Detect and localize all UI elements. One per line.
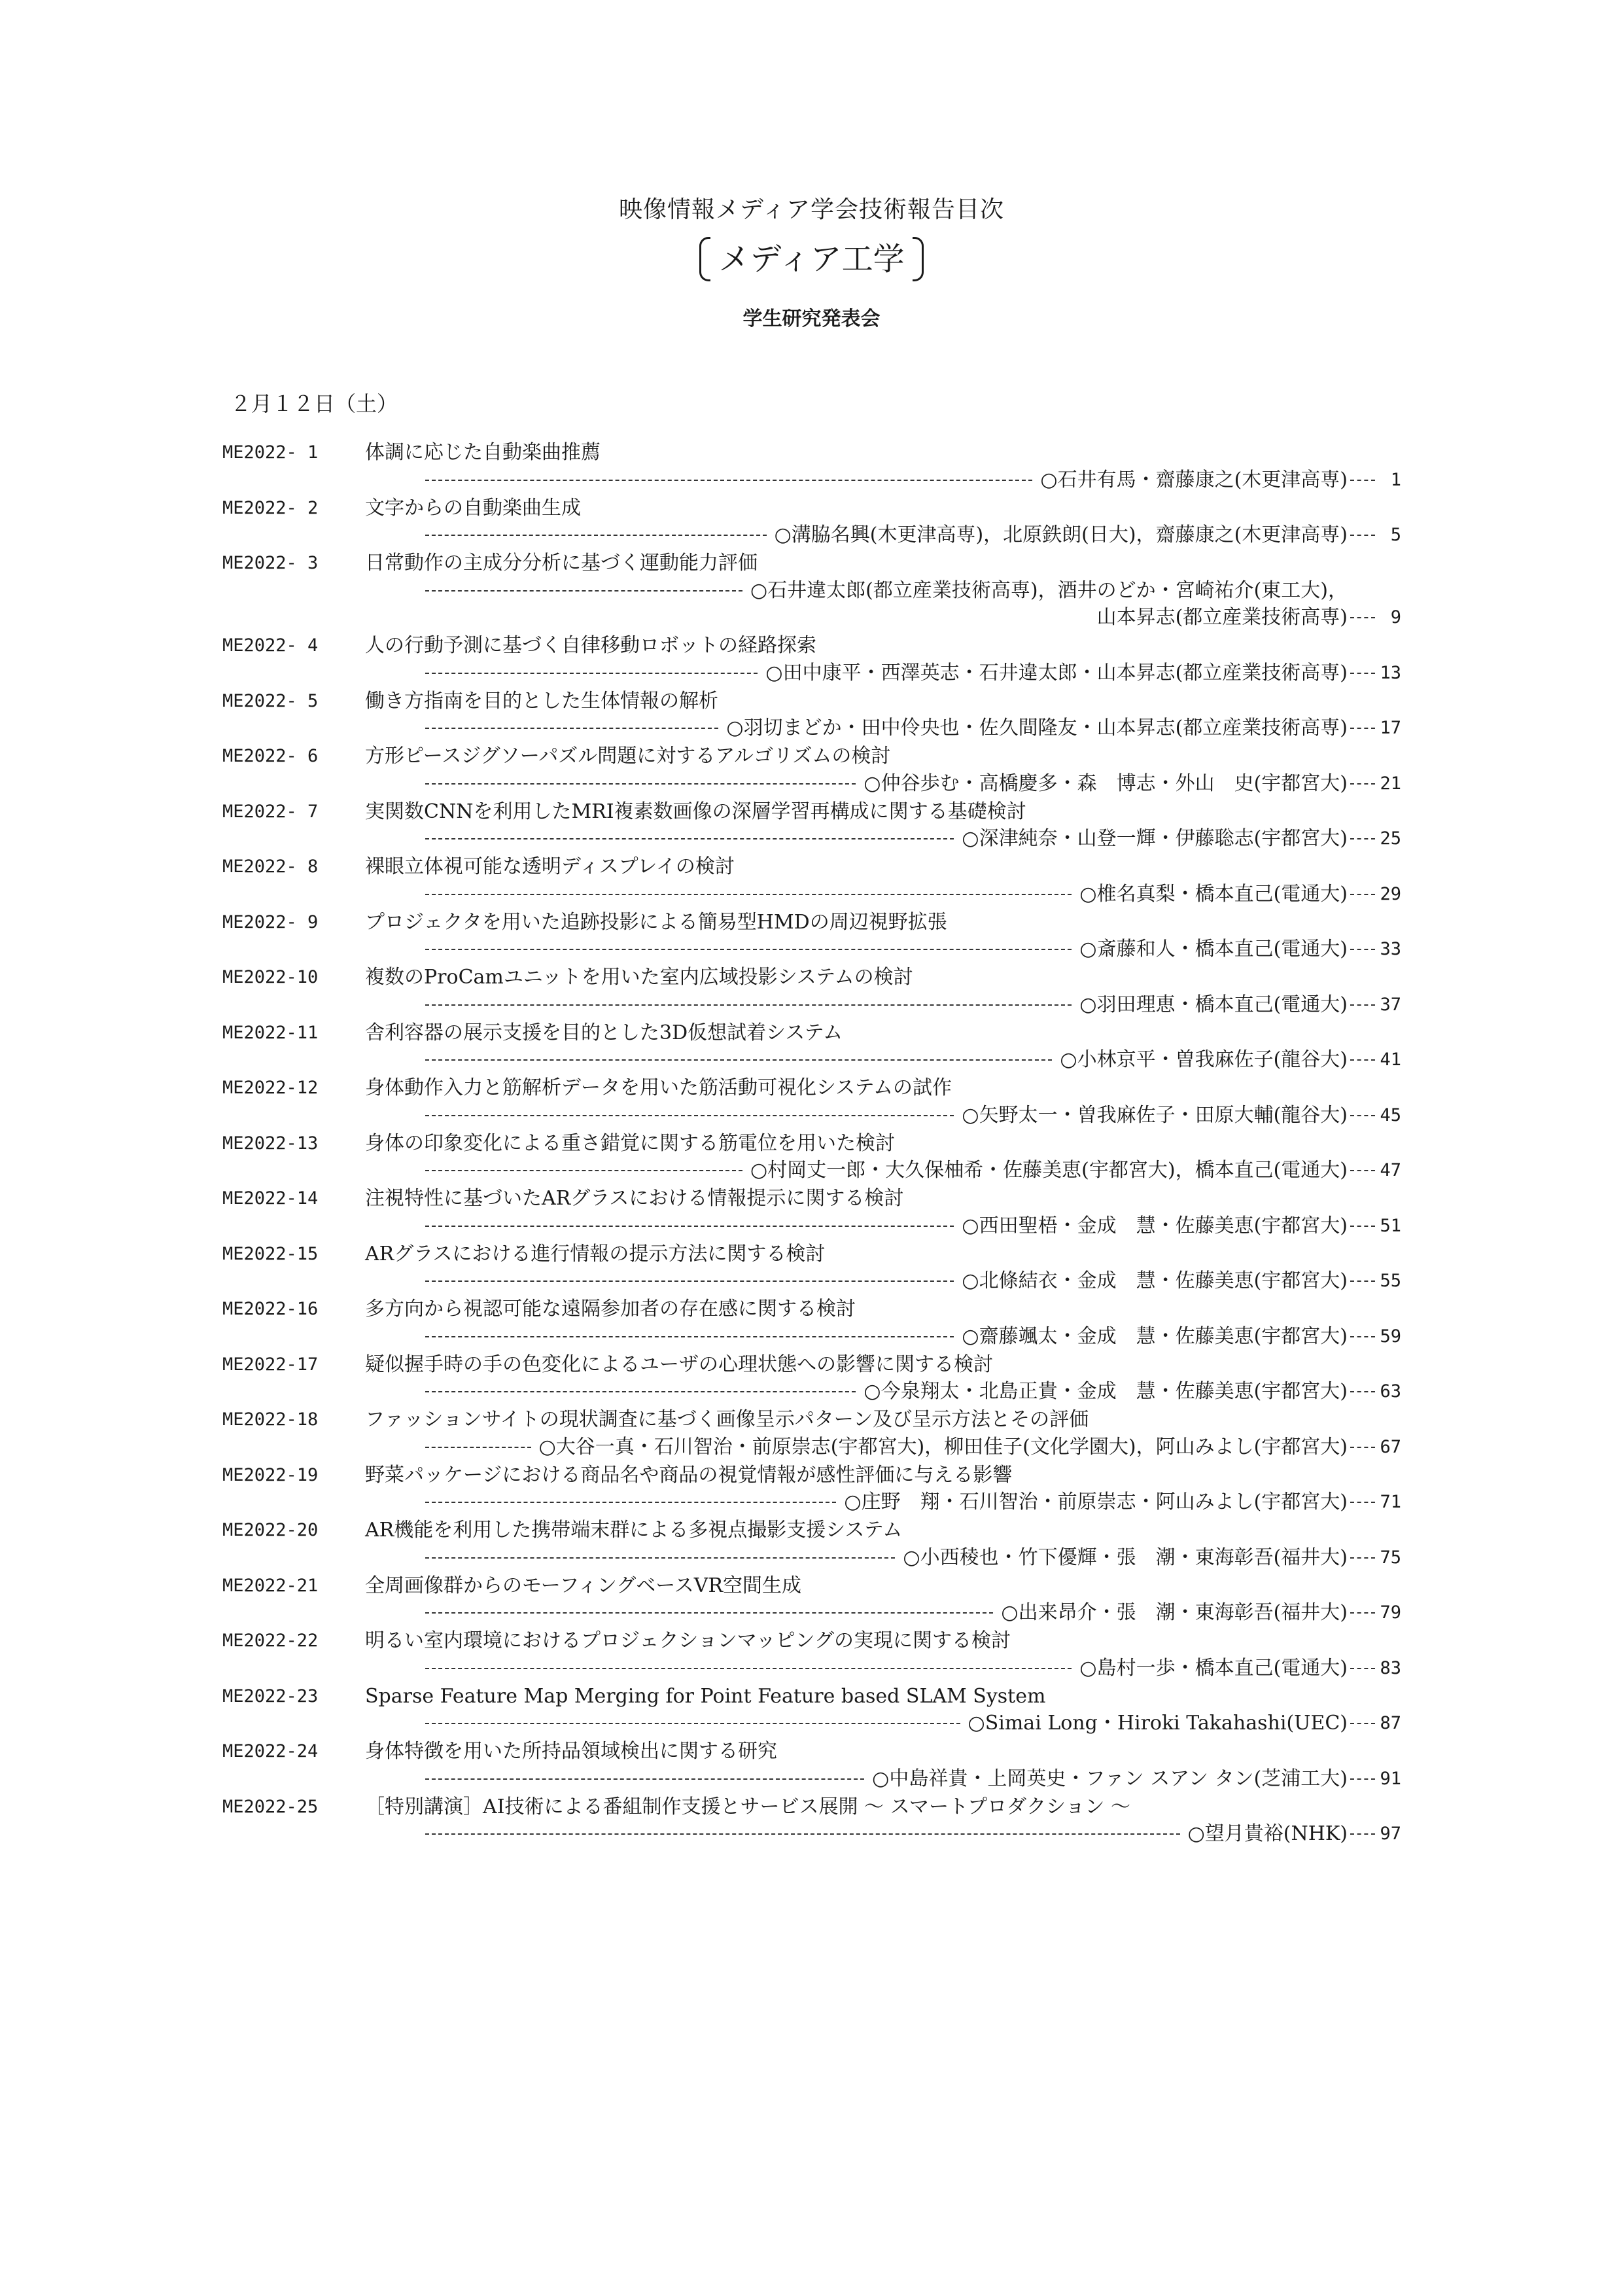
entry-page-number: 5 — [1390, 525, 1401, 545]
entry-authors: ○大谷一真・石川智治・前原崇志(宇都宮大)，柳田佳子(文化学園大)，阿山みよし(宇都宮大) — [538, 1435, 1348, 1458]
entry-authors: ○羽田理恵・橋本直己(電通大) — [1079, 993, 1348, 1016]
leader-dashes — [425, 1115, 954, 1116]
page-leader-dashes — [1350, 1778, 1375, 1780]
page-leader-dashes — [1350, 1059, 1375, 1061]
entry-authors: ○石井有馬・齋藤康之(木更津高専) — [1040, 468, 1348, 491]
page-leader-dashes — [1350, 673, 1375, 674]
entry-page-number: 67 — [1380, 1436, 1401, 1457]
entry-code: ME2022-23 — [222, 1686, 319, 1706]
entry-authors: ○北條結衣・金成 慧・佐藤美恵(宇都宮大) — [962, 1269, 1348, 1292]
entry-title: 身体動作入力と筋解析データを用いた筋活動可視化システムの試作 — [365, 1076, 952, 1099]
entry-title: プロジェクタを用いた追跡投影による簡易型HMDの周辺視野拡張 — [365, 910, 947, 934]
entry-author-line — [425, 1600, 1400, 1626]
entry-authors: ○羽切まどか・田中伶央也・佐久間隆友・山本昇志(都立産業技術高専) — [726, 716, 1348, 739]
entry-title: 体調に応じた自動楽曲推薦 — [365, 441, 601, 464]
entry-authors: ○小林京平・曽我麻佐子(龍谷大) — [1060, 1048, 1348, 1071]
entry-title: 注視特性に基づいたARグラスにおける情報提示に関する検討 — [365, 1187, 904, 1210]
entry-authors: ○島村一歩・橋本直己(電通大) — [1079, 1656, 1348, 1680]
page-leader-dashes — [1350, 728, 1375, 729]
entry-page-number: 83 — [1380, 1657, 1401, 1678]
entry-code: ME2022-10 — [222, 967, 319, 987]
entry-code: ME2022-19 — [222, 1464, 319, 1485]
leader-dashes — [425, 1336, 954, 1337]
entry-page-number: 25 — [1380, 828, 1401, 849]
entry-author-line — [425, 1710, 1400, 1737]
entry-author-line — [425, 522, 1400, 548]
entry-code: ME2022-21 — [222, 1575, 319, 1596]
page-leader-dashes — [1350, 1668, 1375, 1669]
entry-page-number: 63 — [1380, 1381, 1401, 1402]
entry-title: Sparse Feature Map Merging for Point Feature based SLAM System — [365, 1684, 1046, 1708]
entry-title: 複数のProCamユニットを用いた室内広域投影システムの検討 — [365, 966, 913, 989]
entry-author-line — [425, 1157, 1400, 1184]
entry-code: ME2022-16 — [222, 1299, 319, 1319]
entry-author-line — [425, 660, 1400, 686]
page-leader-dashes — [1350, 535, 1375, 536]
entry-authors: ○椎名真梨・橋本直己(電通大) — [1079, 882, 1348, 906]
leader-dashes — [425, 894, 1072, 895]
entry-title: 働き方指南を目的とした生体情報の解析 — [365, 689, 718, 713]
entry-author-line — [425, 1766, 1400, 1792]
entry-code: ME2022- 5 — [222, 690, 319, 711]
leader-dashes — [425, 1059, 1052, 1061]
page-leader-dashes — [1350, 1723, 1375, 1724]
entry-code: ME2022- 9 — [222, 911, 319, 932]
entry-author-line — [425, 715, 1400, 741]
entry-title: 身体の印象変化による重さ錯覚に関する筋電位を用いた検討 — [365, 1131, 895, 1155]
entry-authors: 山本昇志(都立産業技術高専) — [1096, 606, 1348, 629]
leader-dashes — [425, 1833, 1180, 1835]
entry-authors: ○斎藤和人・橋本直己(電通大) — [1079, 938, 1348, 961]
entry-authors: ○望月貴裕(NHK) — [1187, 1822, 1348, 1845]
session-date: ２月１２日（土） — [230, 391, 398, 416]
entry-author-line — [425, 1489, 1400, 1515]
entry-code: ME2022- 7 — [222, 801, 319, 822]
entry-title: 全周画像群からのモーフィングベースVR空間生成 — [365, 1574, 802, 1597]
entry-authors: ○溝脇名興(木更津高専)，北原鉄朗(日大)，齋藤康之(木更津高専) — [774, 523, 1348, 546]
page-leader-dashes — [1350, 1447, 1375, 1448]
page-leader-dashes — [1350, 617, 1375, 618]
entry-authors: ○田中康平・西澤英志・石井違太郎・山本昇志(都立産業技術高専) — [765, 661, 1348, 684]
page-leader-dashes — [1350, 783, 1375, 785]
entry-page-number: 45 — [1380, 1104, 1401, 1125]
leader-dashes — [425, 949, 1072, 950]
leader-dashes — [425, 1280, 954, 1282]
entry-title: 実関数CNNを利用したMRI複素数画像の深層学習再構成に関する基礎検討 — [365, 800, 1026, 823]
entry-title: ARグラスにおける進行情報の提示方法に関する検討 — [365, 1242, 826, 1265]
page-leader-dashes — [1350, 1115, 1375, 1116]
page-leader-dashes — [1350, 1226, 1375, 1227]
entry-page-number: 21 — [1380, 773, 1401, 794]
leader-dashes — [425, 1447, 531, 1448]
leader-dashes — [425, 1612, 993, 1614]
entry-code: ME2022-25 — [222, 1796, 319, 1817]
leader-dashes — [425, 535, 767, 536]
entry-author-line — [425, 826, 1400, 852]
entry-page-number: 91 — [1380, 1768, 1401, 1789]
entry-code: ME2022-17 — [222, 1354, 319, 1375]
entry-authors: ○深津純奈・山登一輝・伊藤聡志(宇都宮大) — [962, 827, 1348, 850]
entry-author-line — [425, 1103, 1400, 1129]
leader-dashes — [425, 1502, 836, 1503]
entry-page-number: 71 — [1380, 1492, 1401, 1512]
entry-code: ME2022- 3 — [222, 553, 319, 573]
leader-dashes — [425, 1226, 954, 1227]
entry-authors: ○齋藤颯太・金成 慧・佐藤美恵(宇都宮大) — [962, 1324, 1348, 1348]
leader-dashes — [425, 1668, 1072, 1669]
entry-title: 方形ピースジグソーパズル問題に対するアルゴリズムの検討 — [365, 745, 891, 768]
page-leader-dashes — [1350, 1557, 1375, 1559]
entry-author-line — [425, 1821, 1400, 1847]
entry-author-line — [425, 1379, 1400, 1405]
entry-author-line — [425, 1655, 1400, 1682]
entry-page-number: 79 — [1380, 1602, 1401, 1623]
leader-dashes — [425, 673, 758, 674]
entry-authors: ○庄野 翔・石川智治・前原崇志・阿山みよし(宇都宮大) — [844, 1491, 1348, 1513]
leader-dashes — [425, 1004, 1072, 1006]
leader-dashes — [425, 838, 954, 839]
leader-dashes — [425, 590, 742, 592]
page-leader-dashes — [1350, 1004, 1375, 1006]
entry-title: 野菜パッケージにおける商品名や商品の視覚情報が感性評価に与える影響 — [365, 1463, 1013, 1487]
page-leader-dashes — [1350, 894, 1375, 895]
entry-title: 身体特徴を用いた所持品領域検出に関する研究 — [365, 1740, 777, 1763]
entry-title: 多方向から視認可能な遠隔参加者の存在感に関する検討 — [365, 1298, 856, 1320]
entry-page-number: 17 — [1380, 718, 1401, 738]
entry-code: ME2022- 1 — [222, 442, 319, 463]
entry-author-line — [425, 881, 1400, 908]
entry-page-number: 55 — [1380, 1271, 1401, 1291]
entry-author-line — [425, 1324, 1400, 1350]
entry-title: 日常動作の主成分分析に基づく運動能力評価 — [365, 552, 758, 574]
entry-author-line — [425, 1434, 1400, 1460]
entry-code: ME2022-12 — [222, 1078, 319, 1098]
entry-author-line — [425, 467, 1400, 493]
entry-author-line — [425, 771, 1400, 797]
entry-code: ME2022- 2 — [222, 497, 319, 518]
leader-dashes — [425, 480, 1032, 481]
report-title: 映像情報メディア学会技術報告目次 — [618, 196, 1005, 223]
leader-dashes — [425, 1170, 742, 1171]
entry-page-number: 47 — [1380, 1160, 1401, 1180]
entry-author-line — [425, 1545, 1400, 1571]
page-leader-dashes — [1350, 1280, 1375, 1282]
entry-authors: ○中島祥貴・上岡英史・ファン スアン タン(芝浦工大) — [872, 1767, 1348, 1790]
entry-author-line — [425, 1047, 1400, 1073]
entry-page-number: 9 — [1390, 607, 1401, 627]
entry-title: ［特別講演］AI技術による番組制作支援とサービス展開 〜 スマートプロダクション 〜 — [365, 1795, 1131, 1818]
entry-page-number: 13 — [1380, 662, 1401, 683]
leader-dashes — [425, 1557, 895, 1559]
leader-dashes — [425, 783, 856, 785]
page-leader-dashes — [1350, 1336, 1375, 1337]
entry-authors: ○Simai Long・Hiroki Takahashi(UEC) — [968, 1712, 1348, 1735]
entry-title: 人の行動予測に基づく自律移動ロボットの経路探索 — [365, 634, 816, 657]
entry-author-line — [425, 578, 1400, 604]
page-leader-dashes — [1350, 838, 1375, 839]
entry-authors: ○石井違太郎(都立産業技術高専)，酒井のどか・宮崎祐介(東工大)， — [750, 578, 1348, 602]
entry-page-number: 41 — [1380, 1050, 1401, 1070]
entry-page-number: 51 — [1380, 1215, 1401, 1236]
entry-code: ME2022-24 — [222, 1741, 319, 1761]
entry-authors: ○今泉翔太・北島正貴・金成 慧・佐藤美恵(宇都宮大) — [864, 1380, 1348, 1403]
entry-page-number: 87 — [1380, 1713, 1401, 1733]
leader-dashes — [425, 1391, 856, 1392]
page-leader-dashes — [1350, 1170, 1375, 1171]
entry-code: ME2022-13 — [222, 1133, 319, 1154]
entry-code: ME2022-18 — [222, 1409, 319, 1430]
entry-page-number: 1 — [1390, 469, 1401, 490]
entry-page-number: 37 — [1380, 994, 1401, 1015]
entry-code: ME2022- 8 — [222, 857, 319, 877]
entry-page-number: 97 — [1380, 1824, 1401, 1844]
entry-page-number: 29 — [1380, 883, 1401, 904]
entry-authors: ○仲谷歩む・高橋慶多・森 博志・外山 史(宇都宮大) — [864, 771, 1348, 795]
entry-title: 裸眼立体視可能な透明ディスプレイの検討 — [365, 855, 735, 878]
page-leader-dashes — [1350, 480, 1375, 481]
entry-authors: ○西田聖梧・金成 慧・佐藤美恵(宇都宮大) — [962, 1214, 1348, 1237]
leader-dashes — [425, 1778, 864, 1780]
entry-page-number: 59 — [1380, 1326, 1401, 1347]
page-leader-dashes — [1350, 1391, 1375, 1392]
page-leader-dashes — [1350, 1612, 1375, 1614]
entry-code: ME2022- 4 — [222, 635, 319, 656]
entry-author-line — [425, 605, 1400, 631]
leader-dashes — [425, 728, 718, 729]
entry-code: ME2022-14 — [222, 1188, 319, 1209]
entry-code: ME2022-22 — [222, 1631, 319, 1651]
entry-authors: ○出来昂介・張 潮・東海彰吾(福井大) — [1001, 1601, 1348, 1624]
entry-title: ファッションサイトの現状調査に基づく画像呈示パターン及び呈示方法とその評価 — [365, 1408, 1089, 1431]
entry-code: ME2022-11 — [222, 1022, 319, 1043]
entry-title: AR機能を利用した携帯端末群による多視点撮影支援システム — [365, 1519, 903, 1542]
entry-authors: ○村岡丈一郎・大久保柚希・佐藤美恵(宇都宮大)，橋本直己(電通大) — [750, 1159, 1348, 1182]
entry-authors: ○矢野太一・曽我麻佐子・田原大輔(龍谷大) — [962, 1103, 1348, 1127]
leader-dashes — [425, 1723, 960, 1724]
entry-page-number: 33 — [1380, 939, 1401, 959]
page-leader-dashes — [1350, 949, 1375, 950]
entry-page-number: 75 — [1380, 1547, 1401, 1568]
entry-code: ME2022-15 — [222, 1243, 319, 1264]
entry-author-line — [425, 1268, 1400, 1294]
entry-title: 文字からの自動楽曲生成 — [365, 496, 581, 520]
entry-author-line — [425, 992, 1400, 1018]
entry-authors: ○小西稜也・竹下優輝・張 潮・東海彰吾(福井大) — [903, 1545, 1348, 1569]
page-leader-dashes — [1350, 1833, 1375, 1835]
entry-code: ME2022-20 — [222, 1520, 319, 1540]
page-leader-dashes — [1350, 1502, 1375, 1503]
entry-title: 舎利容器の展示支援を目的とした3D仮想試着システム — [365, 1021, 843, 1044]
entry-author-line — [425, 936, 1400, 963]
entry-author-line — [425, 1213, 1400, 1239]
session-name: 学生研究発表会 — [742, 308, 881, 330]
entry-code: ME2022- 6 — [222, 746, 319, 766]
subtitle: メディア工学 — [718, 241, 905, 277]
entry-title: 疑似握手時の手の色変化によるユーザの心理状態への影響に関する検討 — [365, 1352, 993, 1376]
entry-title: 明るい室内環境におけるプロジェクションマッピングの実現に関する検討 — [365, 1629, 1011, 1652]
